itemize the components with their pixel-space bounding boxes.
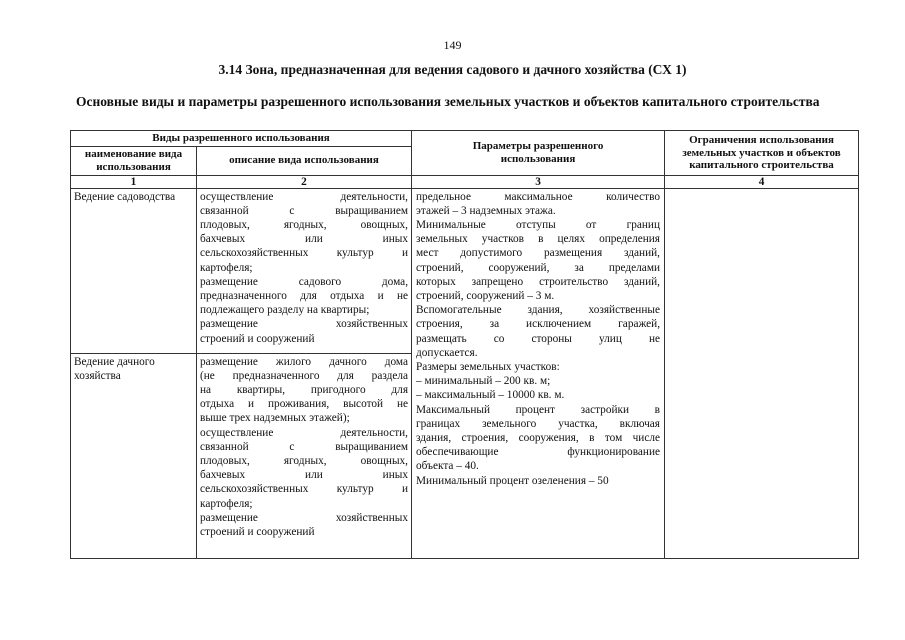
cell-text-line: картофеля; — [200, 261, 253, 274]
table-subtitle: Основные виды и параметры разрешенного использования земельных участков и объектов капитального строительства — [76, 94, 820, 109]
cell-text-line: здания, строения, сооружения, в том числе — [416, 431, 661, 444]
cell-text-line: которых запрещено строительство зданий, — [416, 275, 661, 288]
cell-text-line: подлежащего разделу на квартиры; — [200, 304, 370, 317]
section-title: 3.14 Зона, предназначенная для ведения садового и дачного хозяйства (СХ 1) — [218, 62, 687, 77]
column-number: 4 — [665, 175, 859, 188]
header-parameters: Параметры разрешенного использования — [412, 131, 665, 176]
restrictions-cell — [665, 188, 859, 558]
column-number: 3 — [412, 175, 665, 188]
cell-text-line: Минимальные отступы от границ — [416, 218, 661, 231]
cell-text-line: на квартиры, пригодного для — [200, 383, 409, 396]
cell-text-line: мест допустимого размещения зданий, — [416, 247, 661, 260]
cell-text-line: размещение хозяйственных — [200, 318, 409, 331]
permitted-use-table — [70, 130, 859, 559]
cell-text-line: строений, сооружений – 3 м. — [416, 289, 555, 302]
parameters-cell — [412, 188, 665, 558]
cell-text-line: Размеры земельных участков: — [416, 360, 560, 373]
use-description — [197, 188, 412, 353]
column-number: 2 — [197, 175, 412, 188]
cell-text-line: бахчевых или иных — [200, 469, 409, 482]
cell-text-line: границах земельного участка, включая — [416, 417, 661, 430]
cell-text-line: объекта – 40. — [416, 460, 479, 473]
use-description — [197, 353, 412, 558]
page-number: 149 — [443, 38, 462, 52]
cell-text-line: связанной с выращиванием — [200, 204, 409, 217]
cell-text-line: отдыха и проживания, высотой не — [200, 398, 409, 411]
cell-text-line: строения, за исключением гаражей, — [416, 318, 661, 331]
cell-text-line: строений, сооружений, за пределами — [416, 261, 661, 274]
cell-text-line: картофеля; — [200, 497, 253, 510]
column-numbers-row — [71, 175, 859, 188]
header-permitted-use-types: Виды разрешенного использования — [71, 131, 412, 147]
header-use-description: описание вида использования — [197, 146, 412, 175]
cell-text-line: осуществление деятельности, — [200, 190, 409, 203]
cell-text-line: Максимальный процент застройки в — [416, 403, 661, 416]
cell-text-line: – максимальный – 10000 кв. м. — [416, 389, 565, 402]
cell-text-line: обеспечивающие функционирование — [416, 446, 661, 459]
cell-text-line: осуществление деятельности, — [200, 426, 409, 439]
cell-text-line: сельскохозяйственных культур и — [200, 483, 409, 496]
header-use-name: наименование вида использования — [71, 146, 197, 175]
cell-text-line: этажей – 3 надземных этажа. — [416, 204, 556, 217]
table-row — [71, 188, 859, 353]
use-name: Ведение садоводства — [71, 188, 197, 353]
cell-text-line: Вспомогательные здания, хозяйственные — [416, 304, 661, 317]
cell-text-line: предназначенного для отдыха и не — [200, 289, 409, 302]
cell-text-line: (не предназначенного для раздела — [200, 369, 409, 382]
cell-text-line: выше трех надземных этажей); — [200, 412, 350, 425]
cell-text-line: бахчевых или иных — [200, 233, 409, 246]
cell-text-line: строений и сооружений — [200, 525, 315, 538]
cell-text-line: плодовых, ягодных, овощных, — [200, 454, 409, 467]
cell-text-line: связанной с выращиванием — [200, 440, 409, 453]
cell-text-line: земельных участков в целях определения — [416, 233, 661, 246]
column-number: 1 — [71, 175, 197, 188]
cell-text-line: строений и сооружений — [200, 332, 315, 345]
cell-text-line: – минимальный – 200 кв. м; — [416, 375, 551, 388]
header-restrictions: Ограничения использования земельных участков и объектов капитального строительства — [665, 131, 859, 176]
cell-text-line: размещение жилого дачного дома — [200, 355, 409, 368]
use-name: Ведение дачного хозяйства — [71, 353, 197, 558]
cell-text-line: сельскохозяйственных культур и — [200, 247, 409, 260]
cell-text-line: размещение хозяйственных — [200, 511, 409, 524]
cell-text-line: плодовых, ягодных, овощных, — [200, 218, 409, 231]
cell-text-line: Минимальный процент озеленения – 50 — [416, 474, 609, 487]
cell-text-line: предельное максимальное количество — [416, 190, 661, 203]
cell-text-line: размещение садового дома, — [200, 275, 409, 288]
cell-text-line: размещать со стороны улиц не — [416, 332, 661, 345]
cell-text-line: допускается. — [416, 346, 478, 359]
